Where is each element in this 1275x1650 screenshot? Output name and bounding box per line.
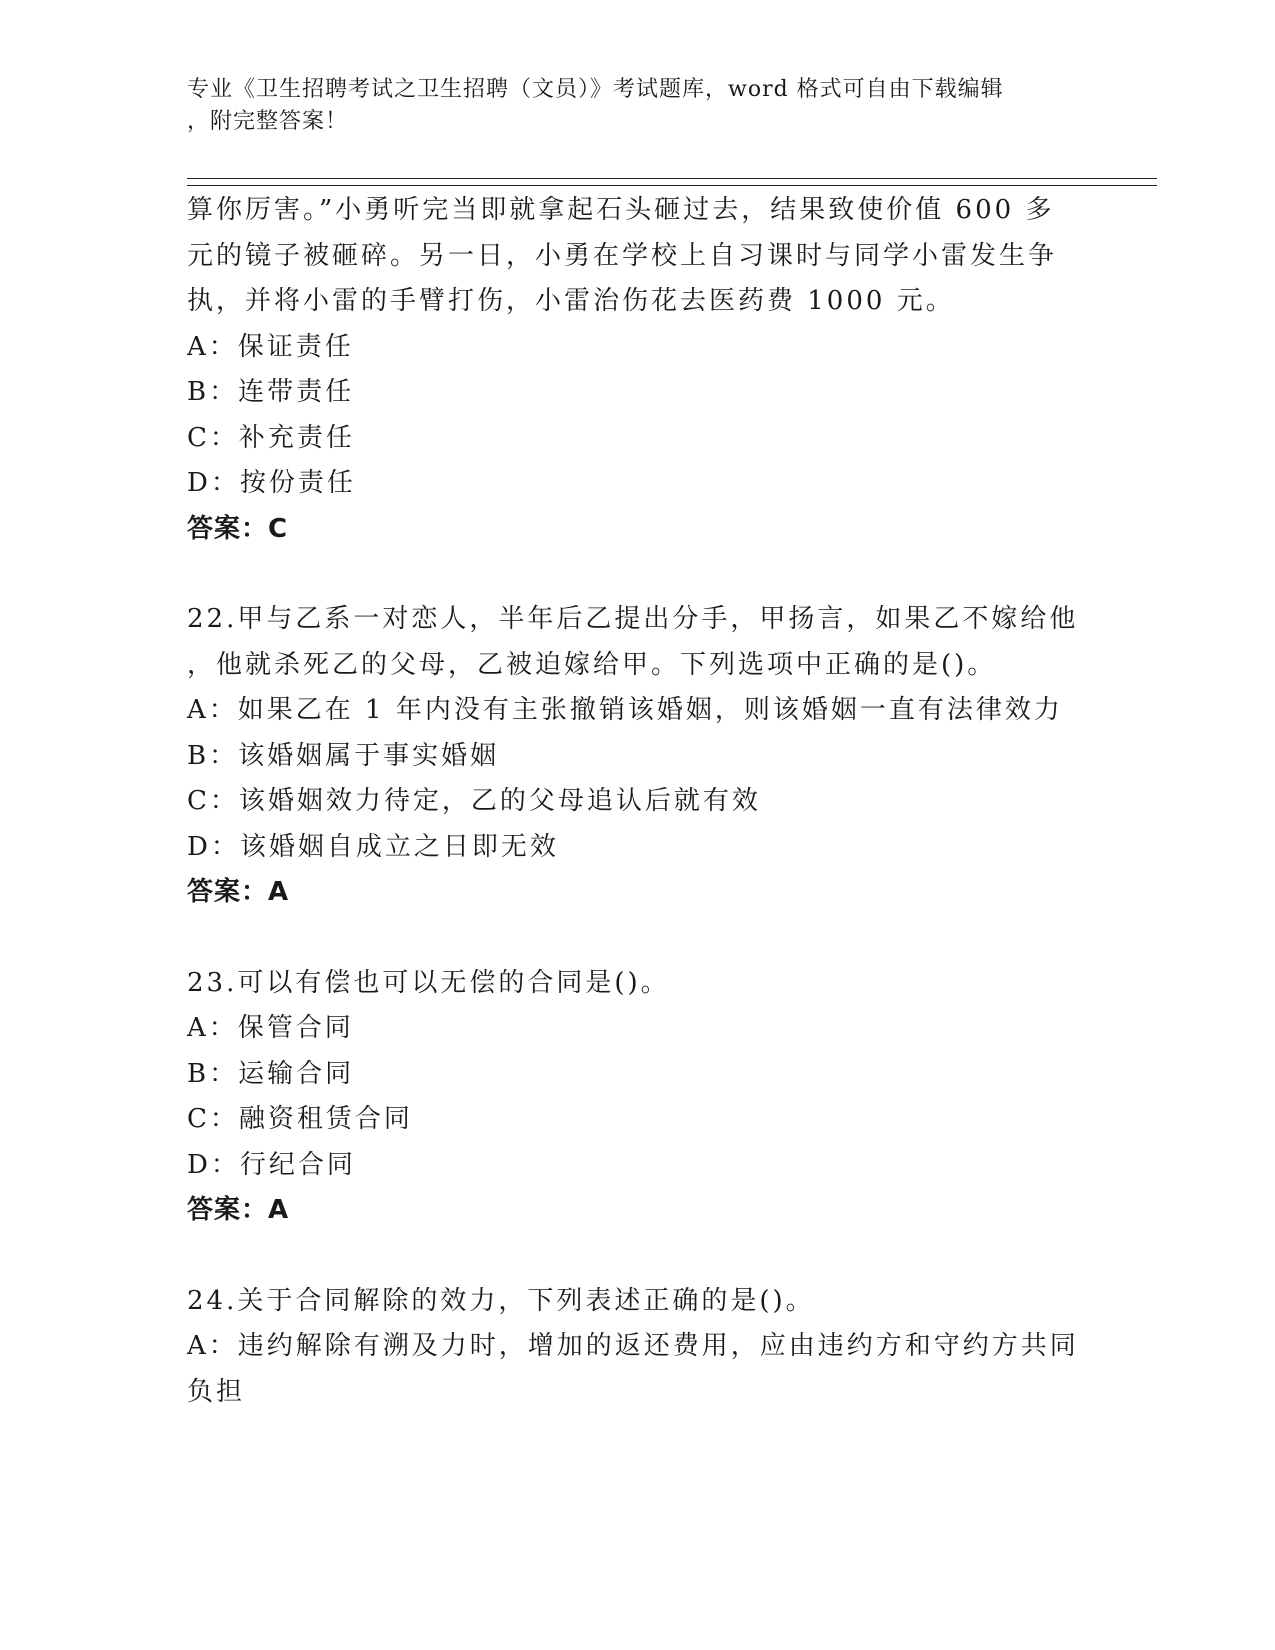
page-header xyxy=(187,74,1067,138)
question-text-line: ，他就杀死乙的父母，乙被迫嫁给甲。下列选项中正确的是()。 xyxy=(187,649,997,680)
spacer xyxy=(187,552,1087,597)
question-text-line: 元的镜子被砸碎。另一日，小勇在学校上自习课时与同学小雷发生争 xyxy=(187,240,1058,271)
option-a: A：如果乙在 1 年内没有主张撤销该婚姻，则该婚姻一直有法律效力 xyxy=(187,695,1063,725)
question-text-line: 22.甲与乙系一对恋人，半年后乙提出分手，甲扬言，如果乙不嫁给他 xyxy=(187,604,1079,634)
question-text-line: 算你厉害。”小勇听完当即就拿起石头砸过去，结果致使价值 600 多 xyxy=(187,195,1055,225)
option-a: A：保管合同 xyxy=(187,1013,354,1043)
header-title-line-2: ，附完整答案！ xyxy=(187,109,349,134)
spacer xyxy=(187,1234,1087,1279)
option-c: C：该婚姻效力待定，乙的父母追认后就有效 xyxy=(187,786,761,816)
option-d: D：该婚姻自成立之日即无效 xyxy=(187,831,559,862)
option-b: B：连带责任 xyxy=(187,377,355,407)
question-text-line: 执，并将小雷的手臂打伤，小雷治伤花去医药费 1000 元。 xyxy=(187,286,955,316)
question-23 xyxy=(187,961,1087,1234)
answer-line: 答案：A xyxy=(187,877,290,907)
option-a-continuation: 负担 xyxy=(187,1376,246,1407)
question-content xyxy=(187,188,1087,1415)
question-text-line: 23.可以有偿也可以无偿的合同是()。 xyxy=(187,967,670,998)
option-c: C：补充责任 xyxy=(187,422,355,453)
spacer xyxy=(187,916,1087,961)
question-21-continuation xyxy=(187,188,1087,552)
option-b: B：该婚姻属于事实婚姻 xyxy=(187,740,500,771)
option-c: C：融资租赁合同 xyxy=(187,1104,413,1134)
option-d: D：行纪合同 xyxy=(187,1149,356,1180)
option-a: A：保证责任 xyxy=(187,331,354,362)
header-title-line-1: 专业《卫生招聘考试之卫生招聘（文员）》考试题库，word 格式可自由下载编辑 xyxy=(187,77,1004,102)
option-b: B：运输合同 xyxy=(187,1058,355,1089)
header-divider-bottom xyxy=(187,185,1157,186)
question-text-line: 24.关于合同解除的效力，下列表述正确的是()。 xyxy=(187,1285,815,1316)
answer-line: 答案：C xyxy=(187,513,289,544)
option-a: A：违约解除有溯及力时，增加的返还费用，应由违约方和守约方共同 xyxy=(187,1331,1079,1361)
header-divider-top xyxy=(187,178,1157,179)
answer-line: 答案：A xyxy=(187,1195,290,1225)
question-22 xyxy=(187,597,1087,916)
option-d: D：按份责任 xyxy=(187,468,356,498)
question-24 xyxy=(187,1279,1087,1416)
